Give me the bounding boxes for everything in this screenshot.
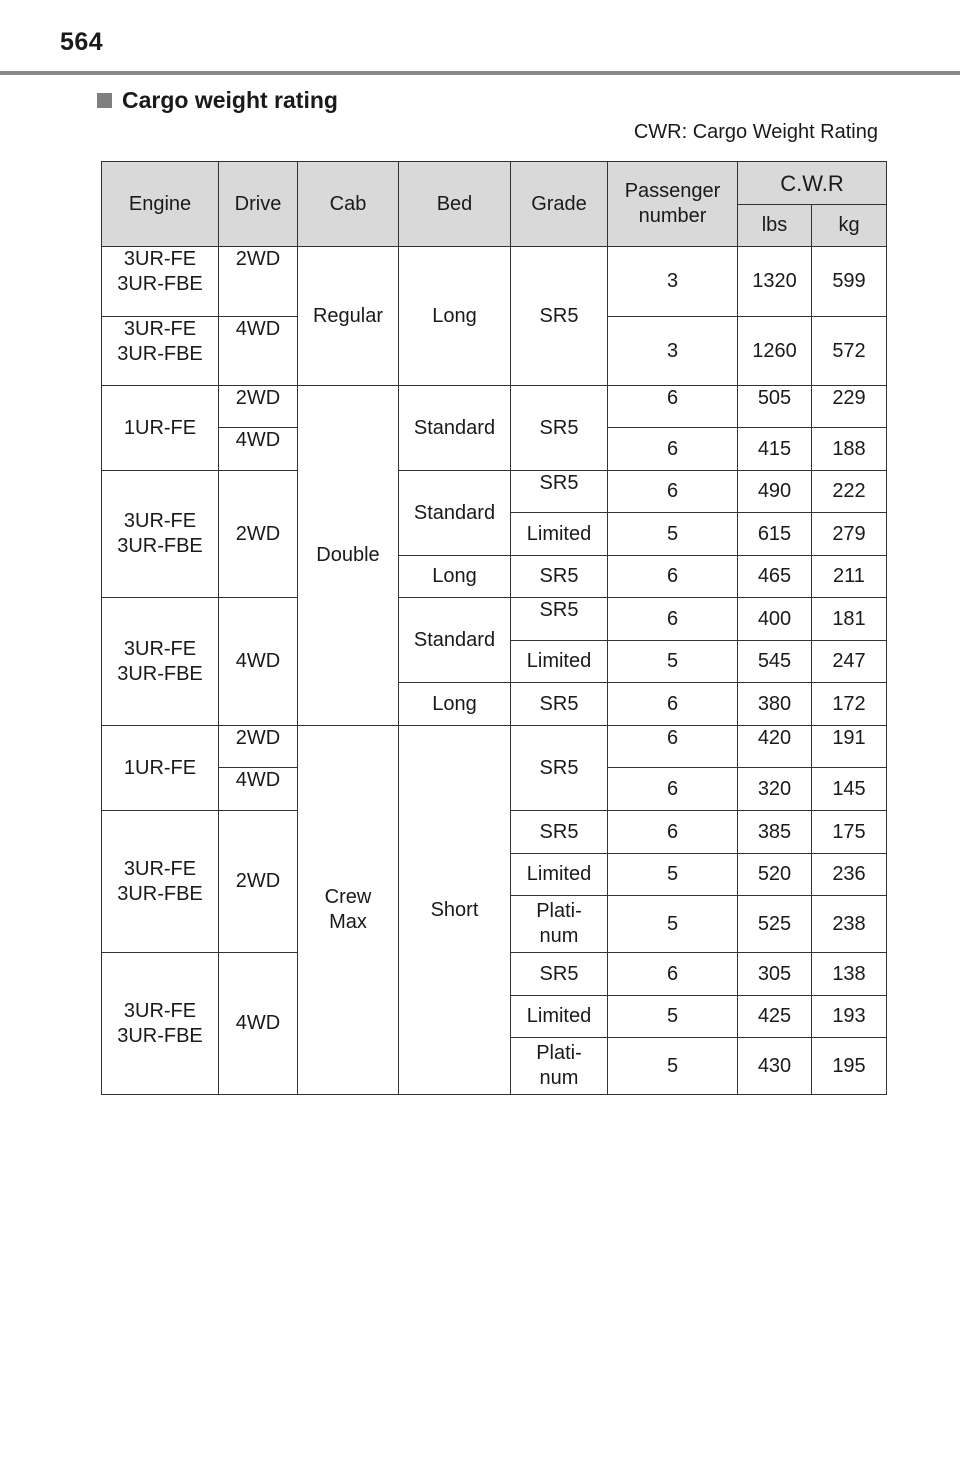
cell-lbs: 615 [738, 513, 812, 556]
cell-passengers: 5 [608, 996, 738, 1038]
cell-lbs: 400 [738, 598, 812, 641]
cell-kg: 193 [812, 996, 887, 1038]
section-heading-text: Cargo weight rating [122, 87, 338, 113]
cell-kg: 172 [812, 683, 887, 726]
cell-kg: 181 [812, 598, 887, 641]
cell-drive: 4WD [219, 317, 298, 386]
cell-lbs: 305 [738, 953, 812, 996]
header-kg: kg [812, 205, 887, 247]
header-passenger-number: Passenger number [608, 162, 738, 247]
cell-bed: Standard [399, 386, 511, 471]
cell-passengers: 6 [608, 598, 738, 641]
cell-lbs: 320 [738, 768, 812, 811]
cell-kg: 279 [812, 513, 887, 556]
table-row [102, 598, 887, 641]
cell-engine: 1UR-FE [102, 386, 219, 471]
cell-kg: 188 [812, 428, 887, 471]
cell-kg: 238 [812, 896, 887, 953]
cell-grade: SR5 [511, 556, 608, 598]
cell-bed: Standard [399, 598, 511, 683]
section-heading [97, 87, 338, 114]
cell-drive: 2WD [219, 726, 298, 768]
header-drive: Drive [219, 162, 298, 247]
cell-engine: 3UR-FE 3UR-FBE [102, 598, 219, 726]
cell-cab: Regular [298, 247, 399, 386]
table-row [102, 386, 887, 428]
cell-passengers: 5 [608, 854, 738, 896]
table-row [102, 471, 887, 513]
cell-cab: Double [298, 386, 399, 726]
cell-drive: 2WD [219, 247, 298, 317]
cell-grade: Limited [511, 996, 608, 1038]
cell-kg: 236 [812, 854, 887, 896]
cell-bed: Long [399, 683, 511, 726]
cell-passengers: 5 [608, 641, 738, 683]
cell-grade: SR5 [511, 683, 608, 726]
cell-kg: 145 [812, 768, 887, 811]
header-rule [0, 71, 960, 75]
cell-kg: 175 [812, 811, 887, 854]
cell-drive: 2WD [219, 386, 298, 428]
cell-lbs: 525 [738, 896, 812, 953]
cell-grade: Limited [511, 513, 608, 556]
cell-engine: 3UR-FE 3UR-FBE [102, 471, 219, 598]
cell-lbs: 430 [738, 1038, 812, 1095]
abbreviation-note: CWR: Cargo Weight Rating [633, 121, 878, 143]
cell-lbs: 545 [738, 641, 812, 683]
cell-grade: Limited [511, 641, 608, 683]
cell-grade: Limited [511, 854, 608, 896]
cell-lbs: 425 [738, 996, 812, 1038]
cell-drive: 4WD [219, 953, 298, 1095]
header-grade: Grade [511, 162, 608, 247]
cell-engine: 1UR-FE [102, 726, 219, 811]
cell-cab: Crew Max [298, 726, 399, 1095]
cell-bed: Short [399, 726, 511, 1095]
cell-passengers: 6 [608, 471, 738, 513]
cell-grade: SR5 [511, 726, 608, 811]
cell-lbs: 420 [738, 726, 812, 768]
cell-passengers: 6 [608, 428, 738, 471]
cell-grade: Plati- num [511, 896, 608, 953]
cell-passengers: 6 [608, 811, 738, 854]
cell-bed: Long [399, 556, 511, 598]
cell-passengers: 6 [608, 768, 738, 811]
cell-grade: Plati- num [511, 1038, 608, 1095]
header-cab: Cab [298, 162, 399, 247]
cell-kg: 211 [812, 556, 887, 598]
cargo-weight-table [101, 161, 887, 1095]
cell-passengers: 6 [608, 556, 738, 598]
cell-grade: SR5 [511, 247, 608, 386]
cell-engine: 3UR-FE 3UR-FBE [102, 247, 219, 317]
cell-grade: SR5 [511, 953, 608, 996]
cell-kg: 247 [812, 641, 887, 683]
cell-lbs: 505 [738, 386, 812, 428]
cell-engine: 3UR-FE 3UR-FBE [102, 317, 219, 386]
cell-passengers: 5 [608, 513, 738, 556]
cell-drive: 4WD [219, 598, 298, 726]
cell-kg: 191 [812, 726, 887, 768]
cell-kg: 599 [812, 247, 887, 317]
cell-lbs: 1260 [738, 317, 812, 386]
cell-bed: Standard [399, 471, 511, 556]
table-body [102, 247, 887, 1095]
square-bullet-icon [97, 93, 112, 108]
cell-lbs: 415 [738, 428, 812, 471]
cell-passengers: 5 [608, 1038, 738, 1095]
cell-drive: 2WD [219, 811, 298, 953]
table-header [102, 162, 887, 247]
cell-grade: SR5 [511, 598, 608, 641]
cell-passengers: 6 [608, 953, 738, 996]
cell-passengers: 6 [608, 386, 738, 428]
cell-grade: SR5 [511, 811, 608, 854]
cell-engine: 3UR-FE 3UR-FBE [102, 953, 219, 1095]
cell-kg: 222 [812, 471, 887, 513]
cell-passengers: 6 [608, 683, 738, 726]
cell-passengers: 3 [608, 317, 738, 386]
header-lbs: lbs [738, 205, 812, 247]
cell-kg: 138 [812, 953, 887, 996]
cell-grade: SR5 [511, 386, 608, 471]
table-row [102, 247, 887, 317]
cell-lbs: 380 [738, 683, 812, 726]
cell-lbs: 385 [738, 811, 812, 854]
cell-passengers: 6 [608, 726, 738, 768]
cell-drive: 4WD [219, 768, 298, 811]
header-cwr: C.W.R [738, 162, 887, 205]
cell-passengers: 5 [608, 896, 738, 953]
cell-grade: SR5 [511, 471, 608, 513]
cell-engine: 3UR-FE 3UR-FBE [102, 811, 219, 953]
cell-drive: 2WD [219, 471, 298, 598]
cell-kg: 229 [812, 386, 887, 428]
page-number: 564 [60, 28, 104, 56]
cell-lbs: 520 [738, 854, 812, 896]
cell-lbs: 490 [738, 471, 812, 513]
table-row [102, 726, 887, 768]
cell-bed: Long [399, 247, 511, 386]
cell-kg: 195 [812, 1038, 887, 1095]
cell-lbs: 1320 [738, 247, 812, 317]
cell-kg: 572 [812, 317, 887, 386]
cell-lbs: 465 [738, 556, 812, 598]
header-engine: Engine [102, 162, 219, 247]
cell-passengers: 3 [608, 247, 738, 317]
header-bed: Bed [399, 162, 511, 247]
cell-drive: 4WD [219, 428, 298, 471]
